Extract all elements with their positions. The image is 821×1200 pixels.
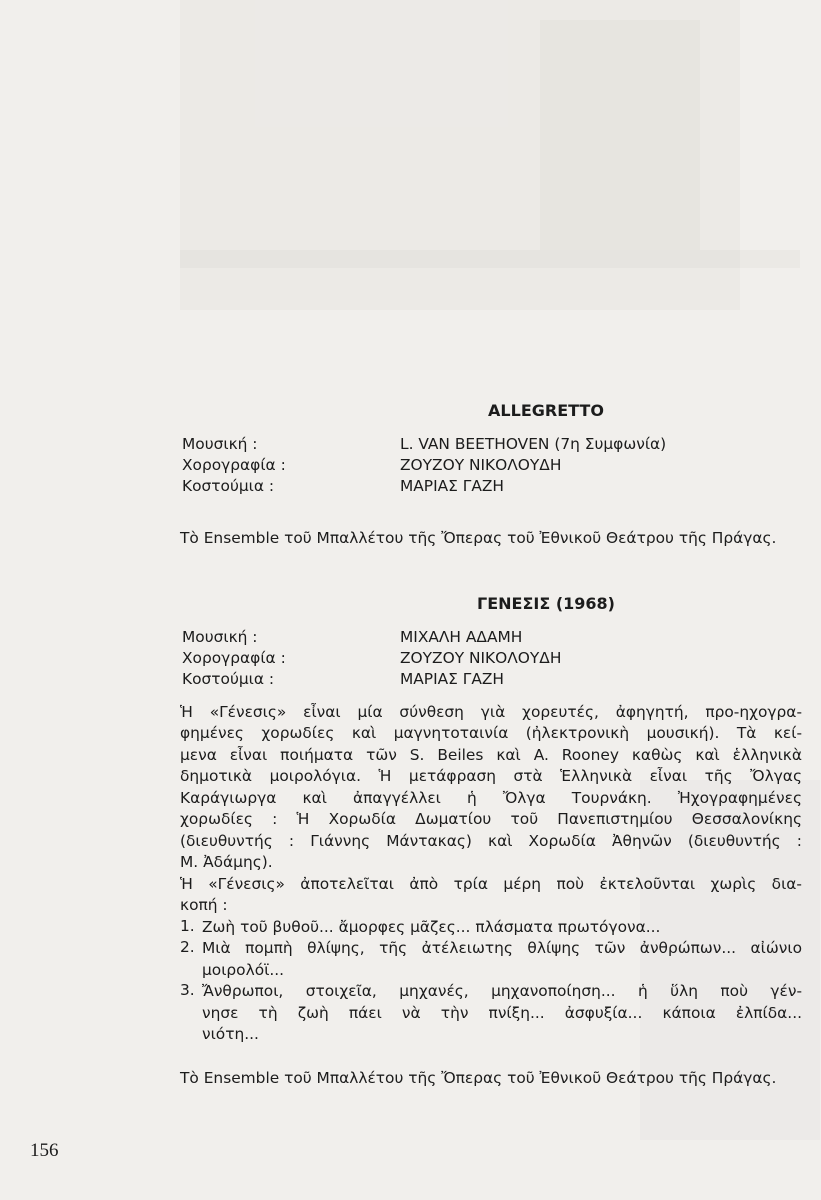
description-line: φημένες χορωδίες καὶ μαγνητοταινία (ἠλεκτρονικὴ μουσική). Τὰ κεί-	[180, 724, 802, 742]
credit-label-music: Μουσική :	[182, 435, 258, 453]
list-item-line: νιότη...	[202, 1025, 259, 1043]
credit-value-choreography: ΖΟΥΖΟΥ ΝΙΚΟΛΟΥΔΗ	[400, 648, 562, 667]
ensemble-note-genesis: Τὸ Ensemble τοῦ Μπαλλέτου τῆς Ὄπερας τοῦ Ἐθνικοῦ Θεάτρου τῆς Πράγας.	[180, 1068, 777, 1087]
credit-label-costumes: Κοστούμια :	[182, 669, 275, 688]
page-content	[180, 400, 802, 1089]
list-item-line: Ζωὴ τοῦ βυθοῦ... ἄμορφες μᾶζες... πλάσματα πρωτόγονα...	[202, 917, 661, 936]
credit-row	[180, 648, 802, 669]
credit-value-choreography: ΖΟΥΖΟΥ ΝΙΚΟΛΟΥΔΗ	[400, 456, 562, 474]
credit-row	[180, 476, 802, 497]
credit-row	[180, 669, 802, 690]
list-item-line: νησε τὴ ζωὴ πάει νὰ τὴν πνίξη... ἀσφυξία... κάποια ἐλπίδα...	[202, 1003, 802, 1022]
genesis-description	[180, 702, 802, 1046]
description-line: μενα εἶναι ποιήματα τῶν S. Beiles καὶ A. Rooney καθὼς καὶ ἑλληνικὰ	[180, 745, 802, 764]
list-item	[180, 938, 802, 981]
list-item	[180, 981, 802, 1046]
description-line: Ἡ «Γένεσις» εἶναι μία σύνθεση γιὰ χορευτές, ἀφηγητή, προ-ηχογρα-	[180, 702, 802, 721]
description-line: Καράγιωργα καὶ ἀπαγγέλλει ἡ Ὄλγα Τουρνάκη. Ἠχογραφημένες	[180, 788, 802, 807]
credits-genesis	[180, 627, 802, 690]
list-item-number: 3.	[180, 981, 195, 999]
credit-value-music: ΜΙΧΑΛΗ ΑΔΑΜΗ	[400, 627, 523, 646]
description-line: Μ. Ἀδάμης).	[180, 853, 273, 871]
list-item-line: Μιὰ πομπὴ θλίψης, τῆς ἀτέλειωτης θλίψης τῶν ἀνθρώπων... αἰώνιο	[202, 939, 802, 957]
section-title-allegretto: ALLEGRETTO	[488, 401, 604, 420]
credit-value-costumes: ΜΑΡΙΑΣ ΓΑΖΗ	[400, 669, 504, 688]
credit-value-costumes: ΜΑΡΙΑΣ ΓΑΖΗ	[400, 477, 504, 495]
credit-row	[180, 455, 802, 476]
section-title-genesis: ΓΕΝΕΣΙΣ (1968)	[477, 593, 615, 613]
credits-allegretto	[180, 434, 802, 497]
genesis-parts-list	[180, 917, 802, 1046]
credit-label-choreography: Χορογραφία :	[182, 648, 286, 667]
show-through-ghost	[180, 250, 800, 268]
credit-row	[180, 627, 802, 648]
list-item	[180, 917, 802, 939]
ensemble-note-allegretto: Τὸ Ensemble τοῦ Μπαλλέτου τῆς Ὄπερας τοῦ Ἐθνικοῦ Θεάτρου τῆς Πράγας.	[180, 529, 777, 547]
credit-label-music: Μουσική :	[182, 627, 258, 646]
credit-value-music: L. VAN BEETHOVEN (7η Συμφωνία)	[400, 435, 667, 453]
page-number: 156	[30, 1140, 59, 1161]
credit-label-costumes: Κοστούμια :	[182, 477, 275, 495]
description-line: Ἡ «Γένεσις» ἀποτελεῖται ἀπὸ τρία μέρη ποὺ ἐκτελοῦνται χωρὶς δια-	[180, 874, 802, 893]
credit-label-choreography: Χορογραφία :	[182, 456, 286, 474]
show-through-ghost	[540, 20, 700, 250]
description-line: δημοτικὰ μοιρολόγια. Ἡ μετάφραση στὰ Ἑλληνικὰ εἶναι τῆς Ὄλγας	[180, 767, 802, 785]
list-item-number: 2.	[180, 938, 195, 956]
list-item-number: 1.	[180, 916, 195, 935]
description-line: χορωδίες : Ἡ Χορωδία Δωματίου τοῦ Πανεπιστημίου Θεσσαλονίκης	[180, 810, 802, 828]
description-line: κοπή :	[180, 896, 228, 914]
list-item-line: Ἄνθρωποι, στοιχεῖα, μηχανές, μηχανοποίηση... ἡ ὕλη ποὺ γέν-	[202, 982, 802, 1000]
description-line: (διευθυντής : Γιάννης Μάντακας) καὶ Χορωδία Ἀθηνῶν (διευθυντής :	[180, 831, 802, 850]
list-item-line: μοιρολόϊ...	[202, 960, 285, 979]
credit-row	[180, 434, 802, 455]
